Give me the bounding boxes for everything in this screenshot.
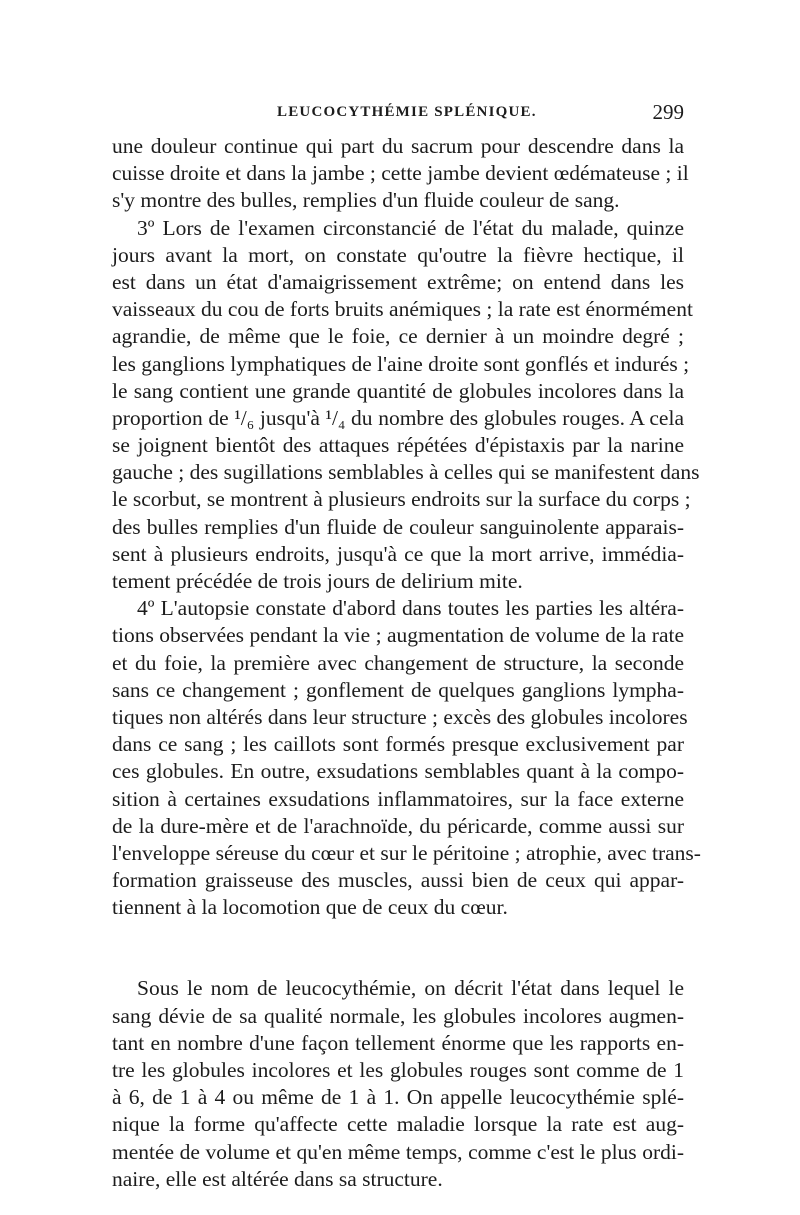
text-line: ces globules. En outre, exsudations semblables quant à la compo- — [112, 759, 684, 784]
text-line: naire, elle est altérée dans sa structure. — [112, 1166, 443, 1191]
text-line: le scorbut, se montrent à plusieurs endroits sur la surface du corps ; — [112, 487, 691, 512]
text-line: dans ce sang ; les caillots sont formés presque exclusivement par — [112, 732, 684, 757]
text-line: nique la forme qu'affecte cette maladie lorsque la rate est aug- — [112, 1112, 684, 1137]
text-line: s'y montre des bulles, remplies d'un fluide couleur de sang. — [112, 188, 620, 213]
text-line: mentée de volume et qu'en même temps, comme c'est le plus ordi- — [112, 1139, 684, 1164]
paragraph-gap — [112, 921, 684, 975]
text-line: sition à certaines exsudations inflammatoires, sur la face externe — [112, 786, 684, 811]
page-number: 299 — [652, 100, 684, 124]
text-line: l'enveloppe séreuse du cœur et sur le péritoine ; atrophie, avec trans- — [112, 840, 701, 865]
text-line: jours avant la mort, on constate qu'outre la fièvre hectique, il — [112, 242, 684, 267]
text-line: vaisseaux du cou de forts bruits anémiques ; la rate est énormément — [112, 297, 693, 322]
text-line: sans ce changement ; gonflement de quelques ganglions lympha- — [112, 677, 684, 702]
text-line: et du foie, la première avec changement de structure, la seconde — [112, 650, 684, 675]
running-head: LEUCOCYTHÉMIE SPLÉNIQUE. — [277, 104, 537, 120]
text-line: tions observées pendant la vie ; augmentation de volume de la rate — [112, 623, 684, 648]
text-line: Sous le nom de leucocythémie, on décrit l'état dans lequel le — [137, 976, 684, 1001]
text-line: à 6, de 1 à 4 ou même de 1 à 1. On appelle leucocythémie splé- — [112, 1085, 684, 1110]
text-line: formation graisseuse des muscles, aussi bien de ceux qui appar- — [112, 868, 684, 893]
text-line: tre les globules incolores et les globules rouges sont comme de 1 — [112, 1058, 684, 1082]
body-text — [112, 133, 701, 1193]
text-line: gauche ; des sugillations semblables à celles qui se manifestent dans — [112, 460, 700, 485]
text-line: cuisse droite et dans la jambe ; cette jambe devient œdémateuse ; il — [112, 161, 689, 186]
text-line: tiennent à la locomotion que de ceux du cœur. — [112, 895, 508, 920]
text-line: tiques non altérés dans leur structure ; excès des globules incolores — [112, 704, 688, 729]
text-line: tant en nombre d'une façon tellement énorme que les rapports en- — [112, 1030, 684, 1055]
text-line: des bulles remplies d'un fluide de couleur sanguinolente apparais- — [112, 514, 684, 539]
text-line: est dans un état d'amaigrissement extrême; on entend dans les — [112, 269, 684, 294]
text-line: 3º Lors de l'examen circonstancié de l'état du malade, quinze — [137, 215, 684, 240]
text-line: tement précédée de trois jours de delirium mite. — [112, 569, 523, 593]
text-line: une douleur continue qui part du sacrum pour descendre dans la — [112, 134, 684, 158]
text-line: le sang contient une grande quantité de globules incolores dans la — [112, 378, 684, 403]
text-line: sang dévie de sa qualité normale, les globules incolores augmen- — [112, 1003, 684, 1028]
text-line: 4º L'autopsie constate d'abord dans toutes les parties les altéra- — [137, 596, 684, 621]
page-header — [112, 102, 684, 128]
text-line: se joignent bientôt des attaques répétées d'épistaxis par la narine — [112, 433, 684, 458]
text-line: proportion de ¹/₆ jusqu'à ¹/₄ du nombre des globules rouges. A cela — [112, 405, 684, 430]
text-line: agrandie, de même que le foie, ce dernier à un moindre degré ; — [112, 324, 684, 349]
text-line: les ganglions lymphatiques de l'aine droite sont gonflés et indurés ; — [112, 351, 690, 376]
text-line: sent à plusieurs endroits, jusqu'à ce que la mort arrive, immédia- — [112, 541, 684, 566]
text-line: de la dure-mère et de l'arachnoïde, du péricarde, comme aussi sur — [112, 813, 684, 838]
